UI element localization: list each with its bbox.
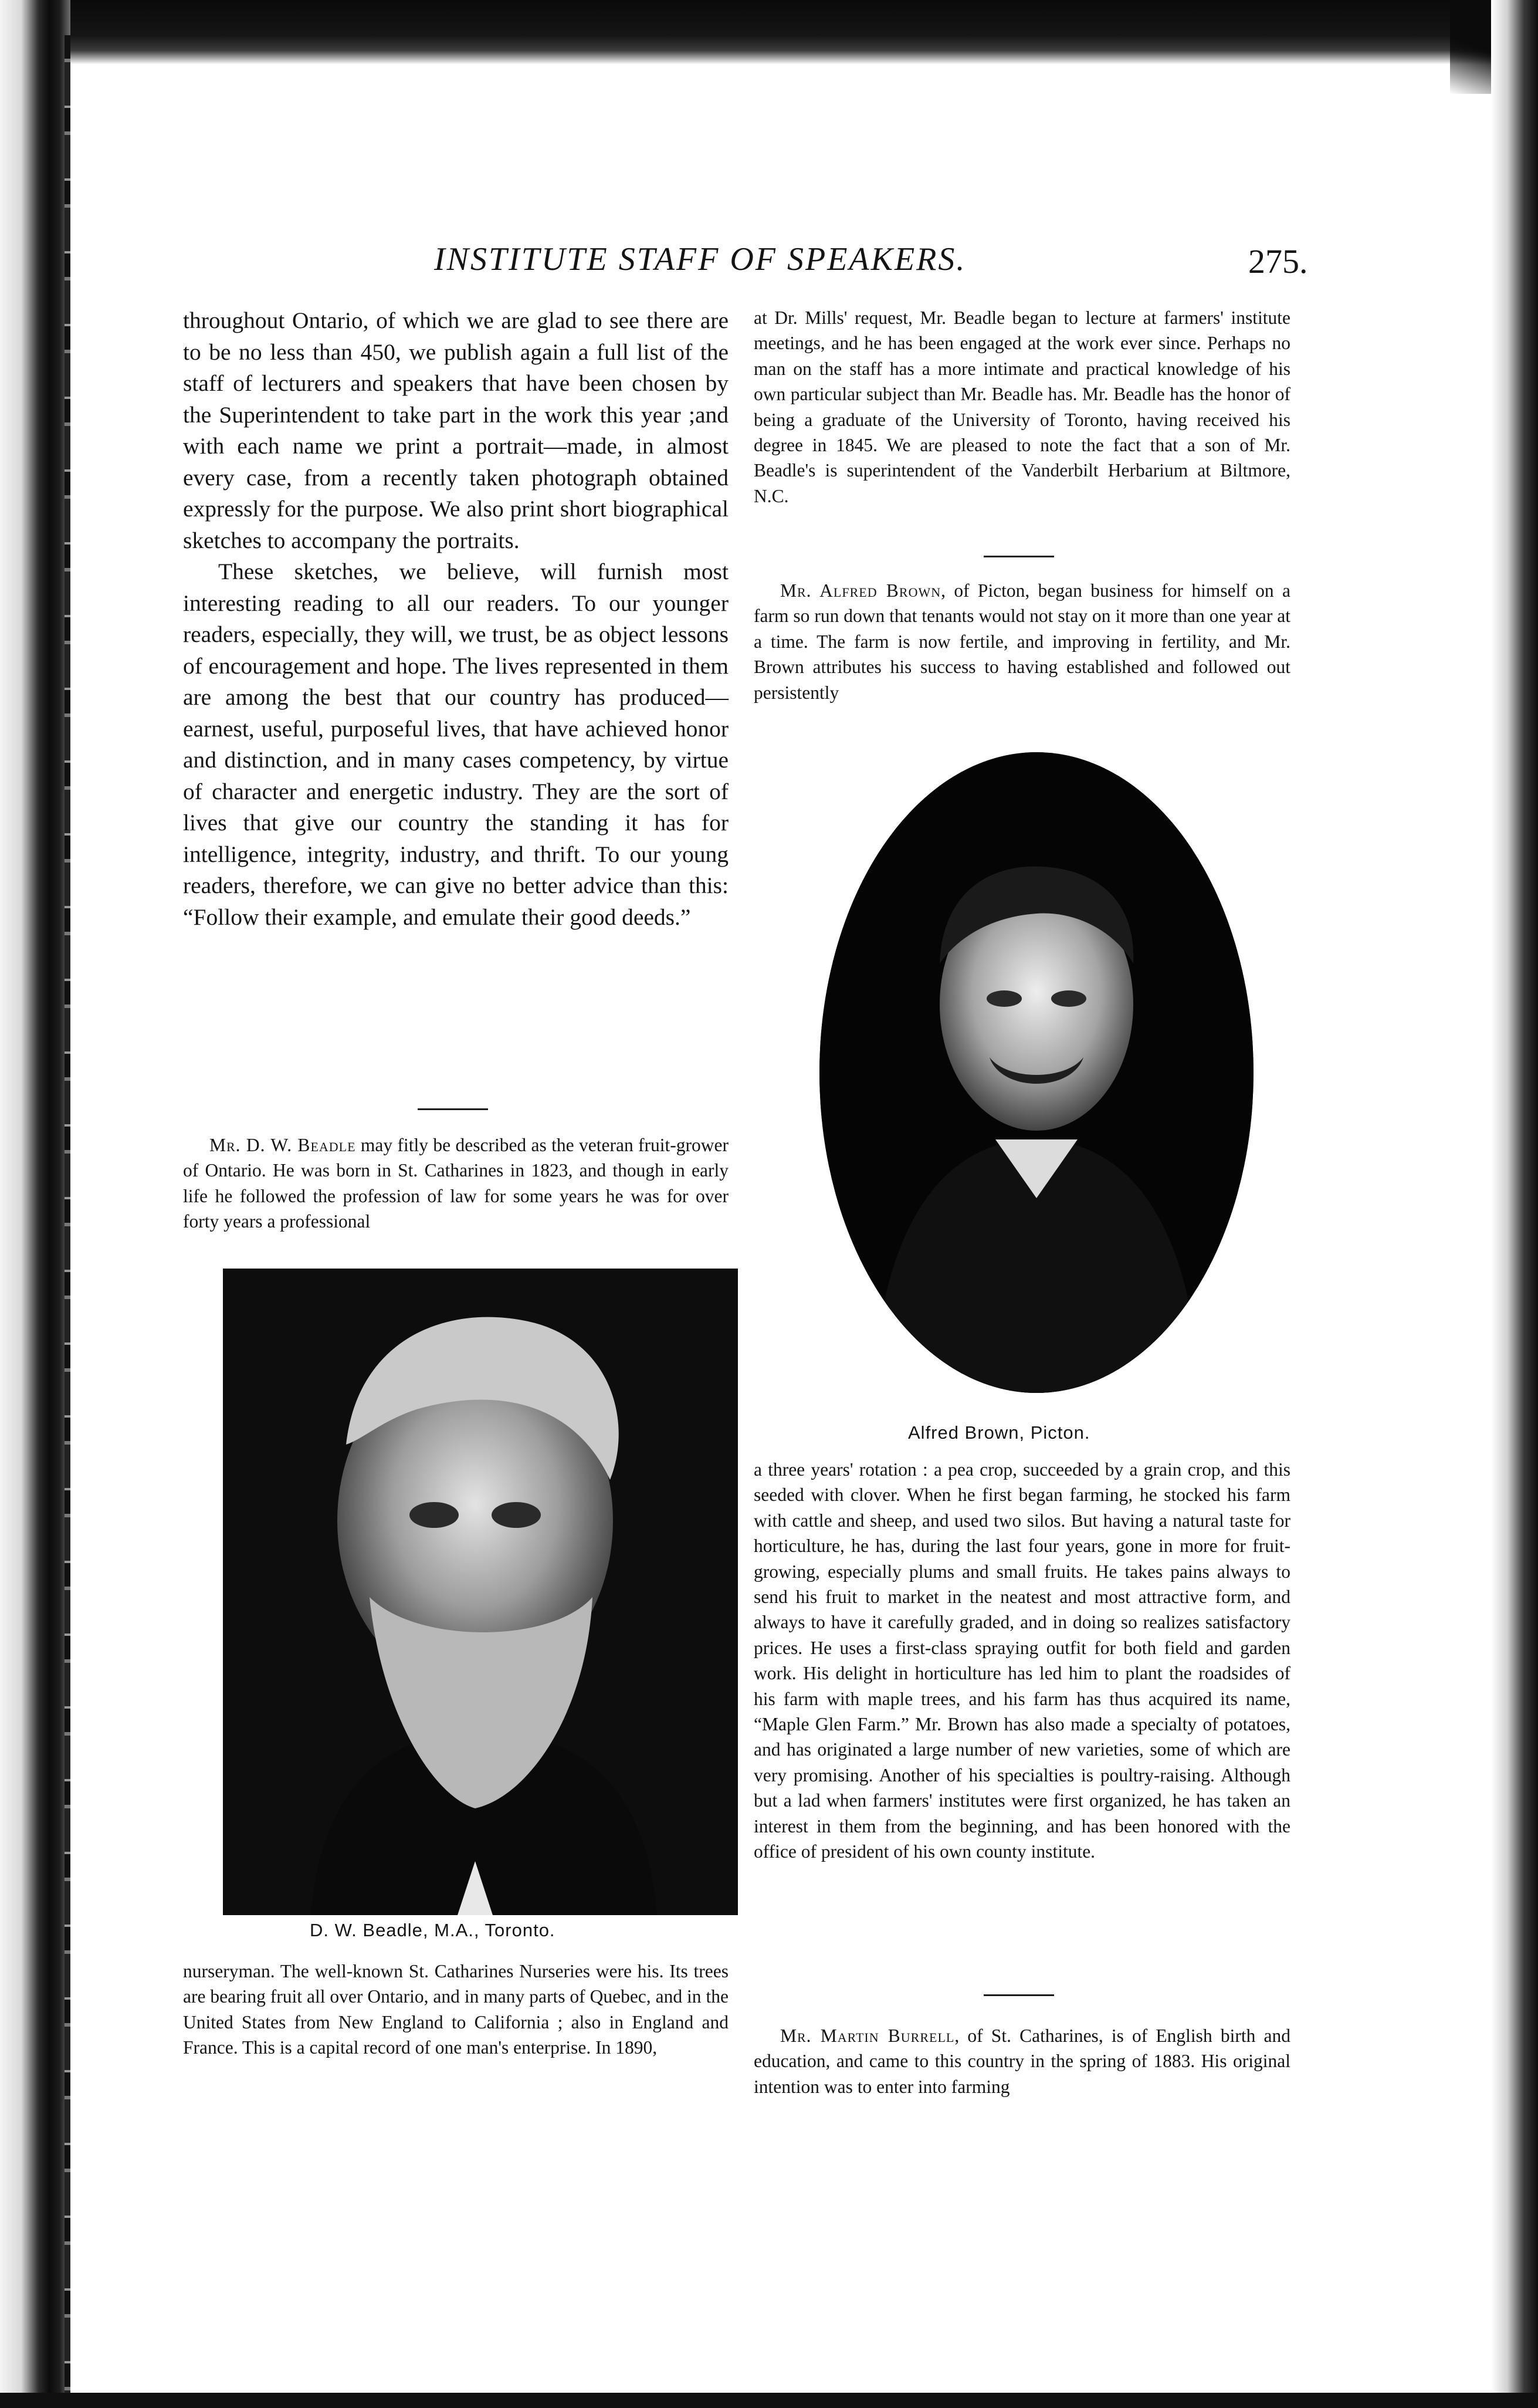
section-divider-right-1 — [984, 556, 1054, 557]
section-divider-right-2 — [984, 1994, 1054, 1996]
scan-left-border — [0, 0, 70, 2408]
brown-portrait — [819, 752, 1254, 1393]
beadle-bio-continued — [183, 1959, 729, 2061]
beadle-paragraph-3: at Dr. Mills' request, Mr. Beadle began to lecture at farmers' institute meetings, and he has been engaged at the work ever since. Perhaps no man on the staff has a more intimate and practical knowledge of his own particular subject than Mr. Beadle has. Mr. Beadle has the honor of being a graduate of the University of Toronto, having received his degree in 1845. We are pleased to note the fact that a son of Mr. Beadle's is superintendent of the Vanderbilt Herbarium at Biltmore, N.C. — [754, 307, 1290, 506]
brown-bio-continued — [754, 1457, 1290, 1865]
brown-bio-start — [754, 578, 1290, 705]
beadle-bio-start — [183, 1132, 729, 1235]
beadle-portrait — [223, 1269, 738, 1915]
brown-portrait-image — [819, 752, 1254, 1393]
beadle-photo-caption: D. W. Beadle, M.A., Toronto. — [310, 1920, 555, 1940]
beadle-portrait-image — [223, 1269, 738, 1915]
scan-top-border — [0, 0, 1538, 65]
burrell-name: Mr. Martin Burrell — [780, 2025, 955, 2046]
scan-left-edge — [65, 35, 70, 2408]
brown-paragraph-1: , of Picton, began business for himself on a farm so run down that tenants would not stay on it more than one year at a time. The farm is now fertile, and improving in fertility, and Mr. Brown attributes his success to having established and followed out persistently — [754, 580, 1290, 703]
intro-paragraph-1: throughout Ontario, of which we are glad to see there are to be no less than 450, we publish again a full list of the staff of lecturers and speakers that have been chosen by the Superintendent to take part in the work this year ;and with each name we print a portrait—made, in almost every case, from a recently taken photograph obtained expressly for the purpose. We also print short biographical sketches to accompany the portraits. — [183, 307, 729, 553]
section-divider-left — [418, 1108, 488, 1110]
beadle-name: Mr. D. W. Beadle — [209, 1135, 356, 1155]
beadle-paragraph-1: may fitly be described as the veteran fruit-grower of Ontario. He was born in St. Catharines in 1823, and though in early life he followed the profession of law for some years he was for over forty years a professional — [183, 1135, 729, 1232]
beadle-paragraph-2: nurseryman. The well-known St. Catharines Nurseries were his. Its trees are bearing fruit all over Ontario, and in many parts of Quebec, and in the United States from New England to California ; also in England and France. This is a capital record of one man's enterprise. In 1890, — [183, 1961, 729, 2058]
intro-article — [183, 305, 729, 933]
page-number: 275. — [1248, 242, 1308, 280]
burrell-paragraph-1: , of St. Catharines, is of English birth and education, and came to this country in the spring of 1883. His original intention was to enter into farming — [754, 2025, 1290, 2097]
brown-name: Mr. Alfred Brown — [780, 580, 941, 601]
scan-right-border — [1491, 0, 1538, 2408]
burrell-bio-start — [754, 2023, 1290, 2099]
intro-paragraph-2: These sketches, we believe, will furnish most interesting reading to all our readers. To our younger readers, especially, they will, we trust, be as object lessons of encouragement and hope. The lives represented in them are among the best that our country has produced—earnest, useful, purposeful lives, that have achieved honor and distinction, and in many cases competency, by virtue of character and energetic industry. They are the sort of lives that give our country the standing it has for intelligence, integrity, industry, and thrift. To our young readers, therefore, we can give no better advice than this: “Follow their example, and emulate their good deeds.” — [183, 559, 729, 930]
running-title: INSTITUTE STAFF OF SPEAKERS. — [434, 241, 967, 278]
brown-photo-caption: Alfred Brown, Picton. — [908, 1422, 1090, 1443]
beadle-bio-end — [754, 305, 1290, 509]
brown-paragraph-2: a three years' rotation : a pea crop, succeeded by a grain crop, and this seeded with clover. When he first began farming, he stocked his farm with cattle and sheep, and used two silos. But having a natural taste for horticulture, he has, during the last four years, gone in more for fruit-growing, especially plums and small fruits. He takes pains always to send his fruit to market in the neatest and most attractive form, and always to have it carefully graded, and in doing so realizes satisfactory prices. He uses a first-class spraying outfit for both field and garden work. His delight in horticulture has led him to plant the roadsides of his farm with maple trees, and his farm has thus acquired its name, “Maple Glen Farm.” Mr. Brown has also made a specialty of potatoes, and has originated a large number of new varieties, some of which are very promising. Another of his specialties is poultry-raising. Although but a lad when farmers' institutes were first organized, he has taken an interest in them from the beginning, and has been honored with the office of president of his own county institute. — [754, 1459, 1290, 1862]
scan-bottom-border — [0, 2393, 1538, 2408]
